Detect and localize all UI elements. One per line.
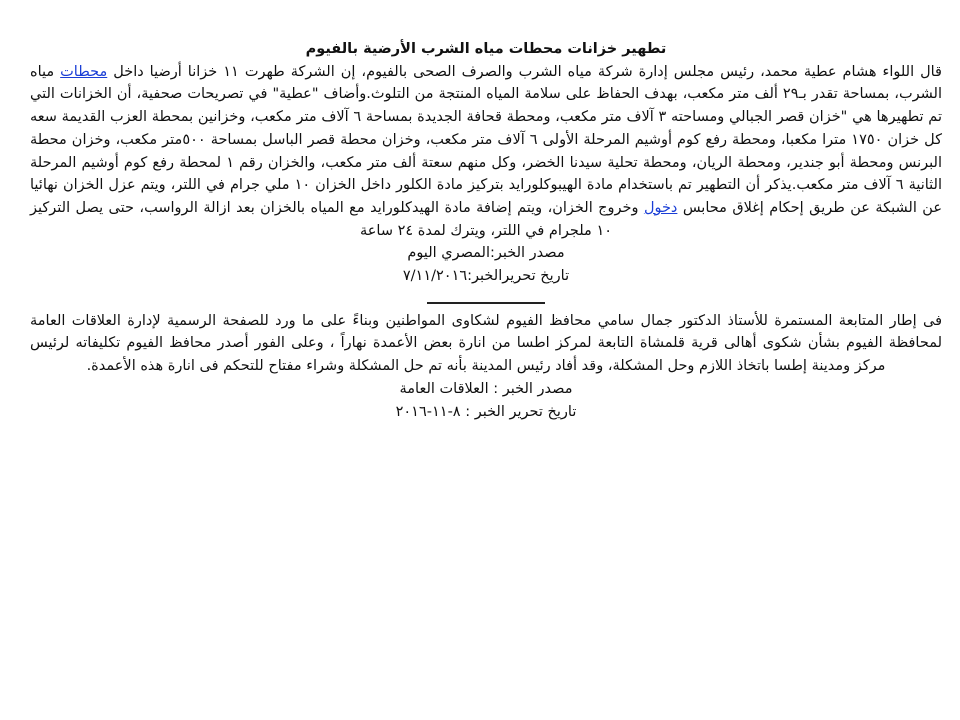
article-body [30, 61, 942, 243]
article-body-part-3: وخروج الخزان، ويتم إضافة مادة الهيدكلورايد مع المياه بالخزان بعد ازالة الرواسب، حتى يصل التركيز ١٠ ملجرام في اللتر، ويترك لمدة ٢٤ ساعة [30, 199, 644, 239]
article-body-part-2: مياه الشرب، بمساحة تقدر بـ٢٩ ألف متر مكعب، بهدف الحفاظ على سلامة المياه المنتجة من التلوث.وأضاف "عطية" في تصريحات صحفية، أن الخزانات التي تم تطهيرها هي "خزان قصر الجبالي ومساحته ٣ آلاف متر مكعب، ومحطة قحافة الجديدة بمساحة ٦ آلاف متر مكعب، وخزانين بمحطة العزب القديمة سعه كل خزان ١٧٥٠ مترا مكعبا، ومحطة رفع كوم أوشيم المرحلة الأولى ٦ آلاف متر مكعب، وخزان محطة قصر الباسل بمساحة ٥٠٠متر مكعب، وخزان محطة البرنس ومحطة أبو جندير، ومحطة الريان، ومحطة تحلية سيدنا الخضر، وكل منهم سعتة ألف متر مكعب، والخزان رقم ١ لمحطة رفع كوم أوشيم المرحلة الثانية ٦ آلاف متر مكعب.يذكر أن التطهير تم باستخدام مادة الهيبوكلورايد بتركيز مادة الكلور داخل الخزان ١٠ ملي جرام في اللتر، ويتم عزل الخزان نهائيا عن الشبكة عن طريق إحكام إغلاق محابس [30, 63, 943, 216]
article-source: مصدر الخبر:المصري اليوم [407, 245, 565, 262]
second-article-date: تاريخ تحرير الخبر : ٨-١١-٢٠١٦ [395, 403, 577, 420]
article-title: تطهير خزانات محطات مياه الشرب الأرضية بالفيوم [305, 41, 667, 57]
entry-link[interactable]: دخول [643, 199, 678, 216]
divider-line [427, 288, 545, 304]
stations-link[interactable]: محطات [60, 63, 108, 80]
section-divider [30, 288, 942, 310]
article-date: تاريخ تحريرالخبر:٧/١١/٢٠١٦ [402, 268, 570, 285]
second-article-source: مصدر الخبر : العلاقات العامة [399, 380, 573, 397]
article-body-part-1: قال اللواء هشام عطية محمد، رئيس مجلس إدارة شركة مياه الشرب والصرف الصحى بالفيوم، إن الشركة طهرت ١١ خزانا أرضيا داخل [107, 63, 942, 80]
second-article-body: فى إطار المتابعة المستمرة للأستاذ الدكتور جمال سامي محافظ الفيوم لشكاوى المواطنين وبناءً على ما ورد للصفحة الرسمية لإدارة العلاقات العامة لمحافظة الفيوم بشأن شكوى أهالى قرية قلمشاة التابعة لمركز اطسا من انارة بعض الأعمدة نهاراً ، وعلى الفور أصدر محافظ الفيوم تكليفاته لرئيس مركز ومدينة إطسا باتخاذ اللازم وحل المشكلة، وقد أفاد رئيس المدينة بأنه تم حل المشكلة وشراء مفتاح للتحكم فى انارة هذه الأعمدة. [30, 312, 942, 375]
document-page [30, 38, 942, 423]
